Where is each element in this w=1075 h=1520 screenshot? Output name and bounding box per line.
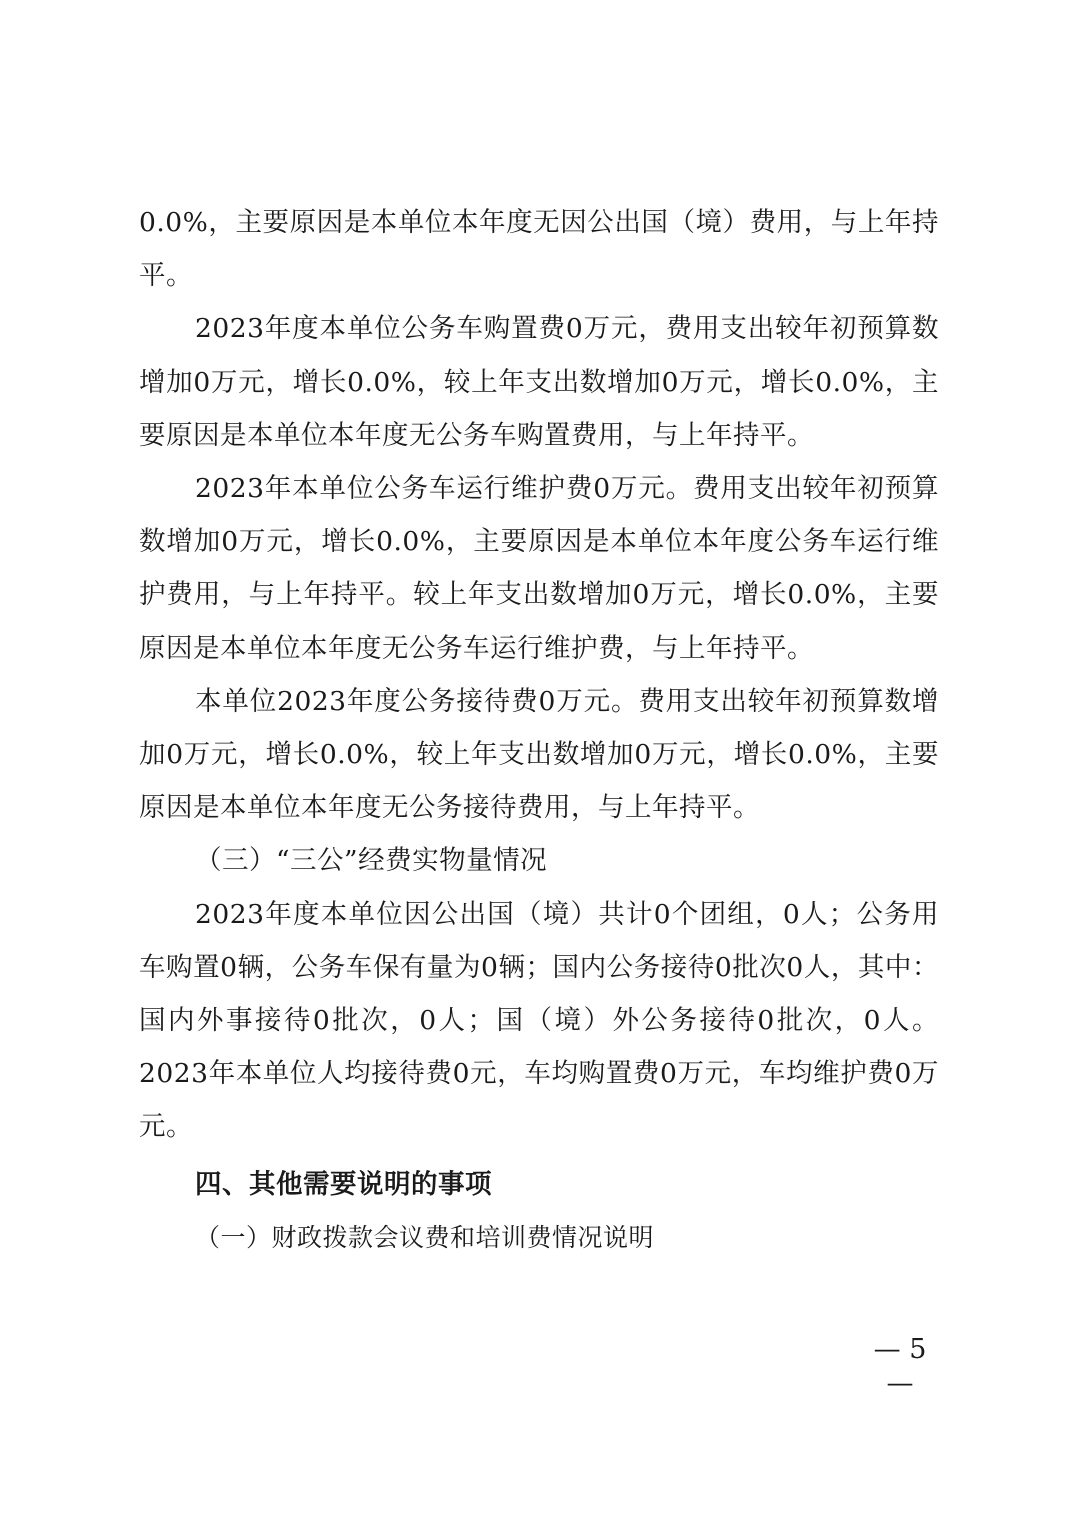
paragraph-physical-quantity: 2023年度本单位因公出国（境）共计0个团组，0人；公务用车购置0辆，公务车保有量为0辆；国内公务接待0批次0人，其中：国内外事接待0批次，0人；国（境）外公务接待0批次，0人。2023年本单位人均接待费0元，车均购置费0万元，车均维护费0万元。 (139, 898, 939, 1143)
paragraph-travel-abroad: 0.0%，主要原因是本单位本年度无因公出国（境）费用，与上年持平。 (139, 207, 939, 292)
paragraph-vehicle-maintenance: 2023年本单位公务车运行维护费0万元。费用支出较年初预算数增加0万元，增长0.0%，主要原因是本单位本年度公务车运行维护费用，与上年持平。较上年支出数增加0万元，增长0.0%，主要原因是本单位本年度无公务车运行维护费，与上年持平。 (139, 473, 939, 664)
section-heading-other-matters: 四、其他需要说明的事项 (195, 1168, 492, 1200)
paragraph-vehicle-purchase: 2023年度本单位公务车购置费0万元，费用支出较年初预算数增加0万元，增长0.0%，较上年支出数增加0万元，增长0.0%，主要原因是本单位本年度无公务车购置费用，与上年持平。 (139, 313, 939, 451)
paragraph-reception: 本单位2023年度公务接待费0万元。费用支出较年初预算数增加0万元，增长0.0%，较上年支出数增加0万元，增长0.0%，主要原因是本单位本年度无公务接待费用，与上年持平。 (139, 685, 939, 824)
subsection-heading-meeting-training: （一）财政拨款会议费和培训费情况说明 (195, 1222, 655, 1252)
document-body (139, 196, 939, 1264)
section-heading-physical-quantity: （三）“三公”经费实物量情况 (195, 845, 548, 877)
page-number: — 5 — (873, 1334, 927, 1399)
